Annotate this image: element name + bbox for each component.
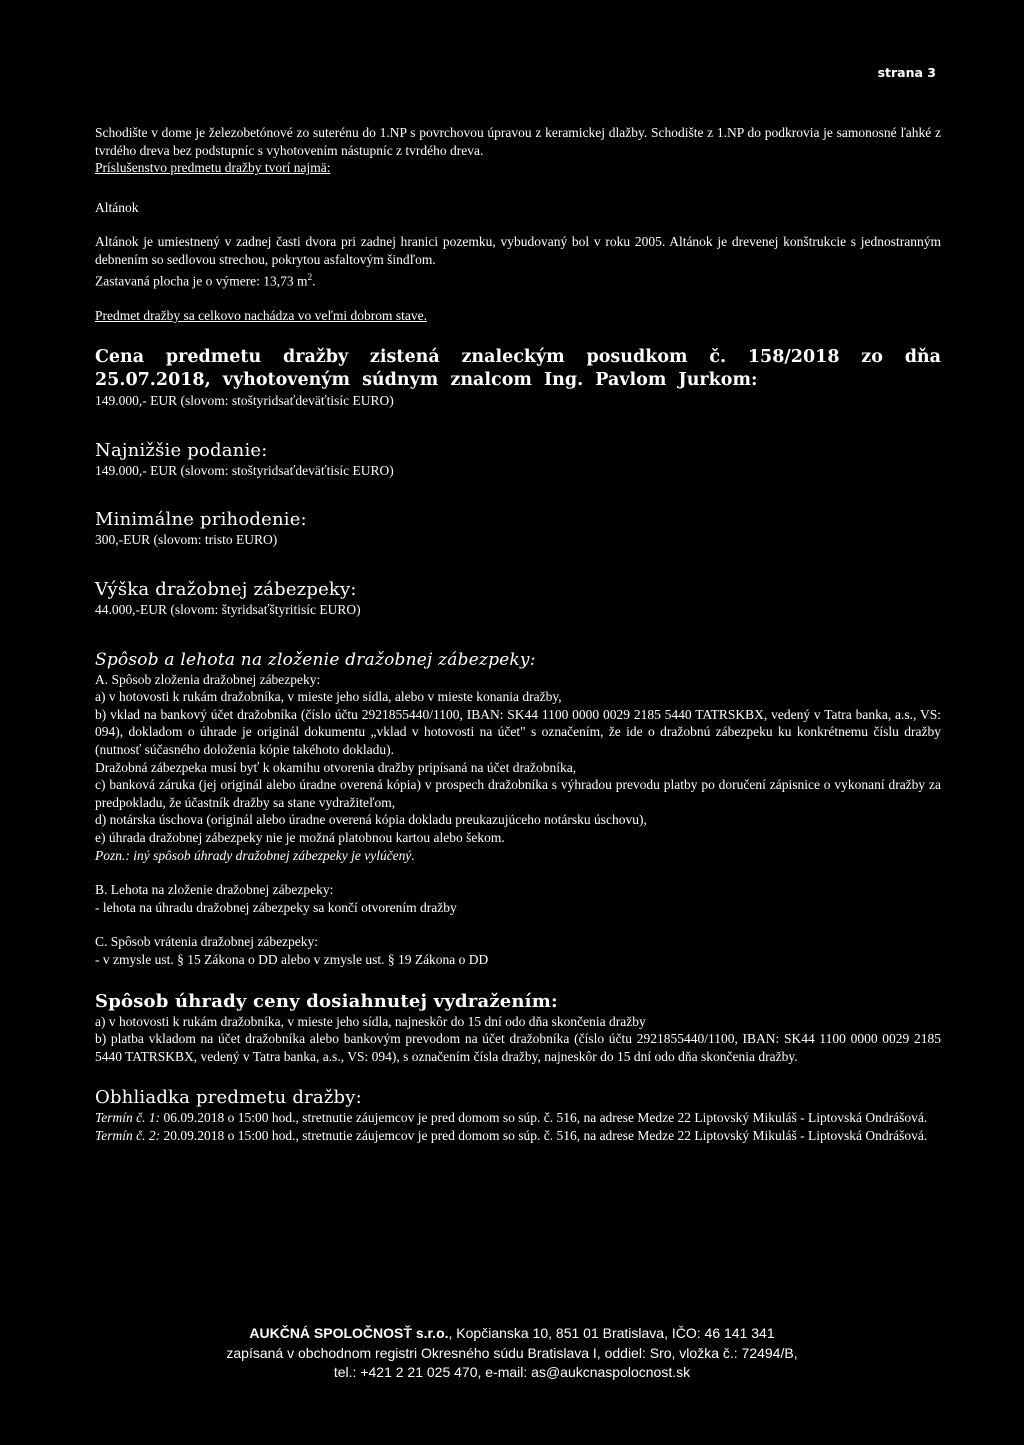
deposit-return-title: C. Spôsob vrátenia dražobnej zábezpeky: (95, 934, 319, 950)
altanok-area (95, 269, 941, 290)
inspection-term-1 (95, 1109, 941, 1127)
company-name: AUKČNÁ SPOLOČNOSŤ s.r.o. (249, 1325, 449, 1341)
price-value: 149.000,- EUR (slovom: stoštyridsaťdeväťtisíc EURO) (95, 393, 394, 409)
payment-option-a: a) v hotovosti k rukám dražobníka, v mieste jeho sídla, najneskôr do 15 dní odo dňa skončenia dražby (95, 1013, 646, 1029)
payment-option-b: b) platba vkladom na účet dražobníka alebo bankovým prevodom na účet dražobníka (číslo účtu 2921855440/1100, IBAN: SK44 1100 0000 0029 2185 5440 TATRSKBX, vedený v Tatra banka, a.s., VS: 094), s označením čísla dražby, najneskôr do 15 dní odo dňa skončenia dražby. (95, 1031, 941, 1064)
deposit-heading: Výška dražobnej zábezpeky: (95, 579, 357, 601)
altanok-area-text: Zastavaná plocha je o výmere: 13,73 m (95, 273, 308, 289)
deposit-option-b: b) vklad na bankový účet dražobníka (číslo účtu 2921855440/1100, IBAN: SK44 1100 0000 0029 2185 5440 TATRSKBX, vedený v Tatra banka, a.s., VS: 094), dokladom o úhrade je originál dokumentu „vklad v hotovosti na účet" s označením, že ide o dražobnú zábezpeku ku konkrétnemu číslu dražby (nutnosť súčasného doloženia kópie takéhoto dokladu). (95, 706, 941, 757)
deposit-option-e: e) úhrada dražobnej zábezpeky nie je možná platobnou kartou alebo šekom. (95, 829, 505, 845)
altanok-area-sup: 2 (307, 271, 313, 282)
min-increment-value: 300,-EUR (slovom: tristo EURO) (95, 532, 278, 548)
deposit-method-heading: Spôsob a lehota na zloženie dražobnej zábezpeky: (95, 649, 536, 670)
altanok-area-end: . (312, 273, 316, 289)
inspection-term-2-label: Termín č. 2: (95, 1127, 161, 1143)
deposit-deadline-text: - lehota na úhradu dražobnej zábezpeky sa končí otvorením dražby (95, 899, 457, 915)
deposit-option-d: d) notárska úschova (originál alebo úradne overená kópia dokladu preukazujúceho notársku úschovu), (95, 812, 647, 828)
page-number: strana 3 (877, 65, 936, 80)
deposit-option-b-note: Dražobná zábezpeka musí byť k okamihu otvorenia dražby pripísaná na účet dražobníka, (95, 759, 577, 775)
page-content (95, 124, 941, 1145)
company-address: , Kopčianska 10, 851 01 Bratislava, IČO: 46 141 341 (448, 1325, 775, 1341)
inspection-term-1-label: Termín č. 1: (95, 1110, 161, 1126)
payment-heading: Spôsob úhrady ceny dosiahnutej vydražením: (95, 990, 558, 1012)
deposit-deadline-title: B. Lehota na zloženie dražobnej zábezpeky: (95, 882, 334, 898)
deposit-note: Pozn.: iný spôsob úhrady dražobnej zábezpeky je vylúčený. (95, 847, 415, 863)
stairs-paragraph: Schodište v dome je železobetónové zo suterénu do 1.NP s povrchovou úpravou z keramickej dlažby. Schodište z 1.NP do podkrovia je samonosné ľahké z tvrdého dreva bez podstupníc s vyhotovením nástupníc z tvrdého dreva. (95, 125, 941, 158)
lowest-bid-value: 149.000,- EUR (slovom: stoštyridsaťdeväťtisíc EURO) (95, 462, 394, 478)
min-increment-heading: Minimálne prihodenie: (95, 509, 307, 531)
footer-line-1 (0, 1324, 1024, 1344)
inspection-heading: Obhliadka predmetu dražby: (95, 1087, 362, 1109)
footer-contact: tel.: +421 2 21 025 470, e-mail: as@aukcnaspolocnost.sk (333, 1364, 691, 1380)
price-heading: Cena predmetu dražby zistená znaleckým posudkom č. 158/2018 zo dňa 25.07.2018, vyhotoveným súdnym znalcom Ing. Pavlom Jurkom: (95, 347, 941, 391)
deposit-method-a-title: A. Spôsob zloženia dražobnej zábezpeky: (95, 671, 321, 687)
accessories-heading: Príslušenstvo predmetu dražby tvorí najmä: (95, 160, 331, 176)
condition-statement: Predmet dražby sa celkovo nachádza vo veľmi dobrom stave. (95, 307, 427, 323)
inspection-term-2 (95, 1127, 941, 1145)
deposit-return-text: - v zmysle ust. § 15 Zákona o DD alebo v zmysle ust. § 19 Zákona o DD (95, 951, 489, 967)
company-footer (0, 1324, 1024, 1383)
inspection-term-2-text: 20.09.2018 o 15:00 hod., stretnutie záujemcov je pred domom so súp. č. 516, na adrese Medze 22 Liptovský Mikuláš - Liptovská Ondrášová. (160, 1127, 928, 1143)
altanok-description: Altánok je umiestnený v zadnej časti dvora pri zadnej hranici pozemku, vybudovaný bol v roku 2005. Altánok je drevenej konštrukcie s jednostranným debnením so sedlovou strechou, pokrytou asfaltovým šindľom. (95, 234, 941, 267)
inspection-term-1-text: 06.09.2018 o 15:00 hod., stretnutie záujemcov je pred domom so súp. č. 516, na adrese Medze 22 Liptovský Mikuláš - Liptovská Ondrášová. (160, 1110, 928, 1126)
footer-registry: zapísaná v obchodnom registri Okresného súdu Bratislava I, oddiel: Sro, vložka č.: 72494/B, (226, 1344, 798, 1361)
deposit-value: 44.000,-EUR (slovom: štyridsaťštyritisíc EURO) (95, 602, 361, 618)
deposit-option-a: a) v hotovosti k rukám dražobníka, v mieste jeho sídla, alebo v mieste konania dražby, (95, 689, 562, 705)
altanok-title: Altánok (95, 199, 139, 215)
deposit-option-c: c) banková záruka (jej originál alebo úradne overená kópia) v prospech dražobníka s výhradou prevodu platby po doručení zápisnice o vykonaní dražby za predpokladu, že účastník dražby sa stane vydražiteľom, (95, 777, 941, 810)
lowest-bid-heading: Najnižšie podanie: (95, 439, 268, 461)
